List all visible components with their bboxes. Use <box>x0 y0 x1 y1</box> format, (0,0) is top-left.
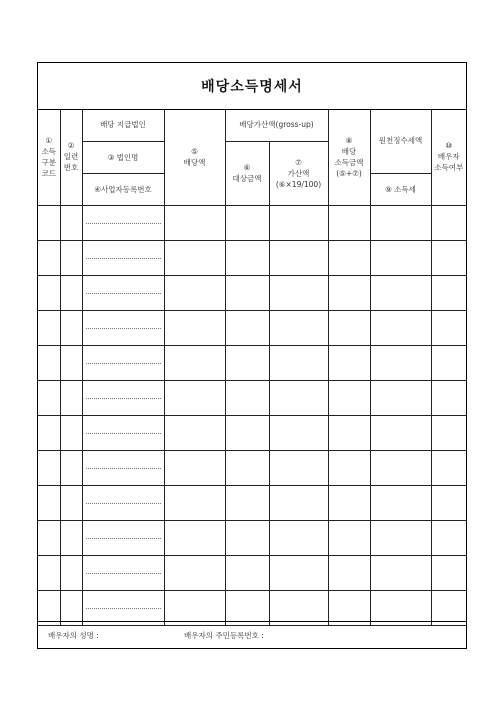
cell-code[interactable] <box>38 205 60 240</box>
cell-income[interactable] <box>328 450 370 485</box>
dotted-divider <box>86 363 161 364</box>
cell-serial[interactable] <box>60 205 82 240</box>
table-row <box>38 415 466 450</box>
cell-spouse[interactable] <box>431 310 466 345</box>
cell-grossup[interactable] <box>269 275 328 310</box>
cell-target[interactable] <box>225 380 269 415</box>
cell-code[interactable] <box>38 240 60 275</box>
header-payer-corporation: 배당 지급법인 <box>82 109 164 141</box>
cell-serial[interactable] <box>60 275 82 310</box>
dividend-income-statement-form <box>37 62 467 649</box>
table-row <box>38 345 466 380</box>
cell-tax[interactable] <box>370 415 431 450</box>
cell-grossup[interactable] <box>269 520 328 555</box>
cell-tax[interactable] <box>370 310 431 345</box>
dotted-divider <box>86 538 161 539</box>
cell-income[interactable] <box>328 380 370 415</box>
cell-code[interactable] <box>38 415 60 450</box>
cell-spouse[interactable] <box>431 485 466 520</box>
cell-serial[interactable] <box>60 380 82 415</box>
cell-tax[interactable] <box>370 345 431 380</box>
cell-serial[interactable] <box>60 345 82 380</box>
cell-tax[interactable] <box>370 450 431 485</box>
cell-payer[interactable] <box>82 275 164 310</box>
cell-dividend[interactable] <box>164 205 225 240</box>
cell-serial[interactable] <box>60 520 82 555</box>
cell-spouse[interactable] <box>431 380 466 415</box>
table-row <box>38 555 466 590</box>
cell-dividend[interactable] <box>164 555 225 590</box>
cell-grossup[interactable] <box>269 205 328 240</box>
dotted-divider <box>86 258 161 259</box>
table-row <box>38 590 466 625</box>
cell-code[interactable] <box>38 450 60 485</box>
cell-code[interactable] <box>38 590 60 625</box>
cell-tax[interactable] <box>370 555 431 590</box>
dotted-divider <box>86 223 161 224</box>
cell-income[interactable] <box>328 485 370 520</box>
table-row <box>38 310 466 345</box>
cell-grossup[interactable] <box>269 310 328 345</box>
cell-grossup[interactable] <box>269 555 328 590</box>
cell-spouse[interactable] <box>431 345 466 380</box>
cell-grossup[interactable] <box>269 450 328 485</box>
header-target-amount: ⑥ 대상금액 <box>225 141 269 205</box>
header-corporation-name: ③ 법인명 <box>82 141 164 173</box>
cell-serial[interactable] <box>60 555 82 590</box>
form-title: 배당소득명세서 <box>201 79 303 95</box>
cell-grossup[interactable] <box>269 415 328 450</box>
cell-dividend[interactable] <box>164 520 225 555</box>
dotted-divider <box>86 468 161 469</box>
cell-spouse[interactable] <box>431 555 466 590</box>
cell-code[interactable] <box>38 310 60 345</box>
cell-spouse[interactable] <box>431 240 466 275</box>
cell-spouse[interactable] <box>431 450 466 485</box>
cell-dividend[interactable] <box>164 415 225 450</box>
cell-code[interactable] <box>38 345 60 380</box>
cell-target[interactable] <box>225 240 269 275</box>
header-serial-number: ② 일련 번호 <box>60 109 82 205</box>
cell-payer[interactable] <box>82 380 164 415</box>
cell-tax[interactable] <box>370 275 431 310</box>
cell-payer[interactable] <box>82 555 164 590</box>
cell-payer[interactable] <box>82 590 164 625</box>
cell-income[interactable] <box>328 310 370 345</box>
cell-spouse[interactable] <box>431 520 466 555</box>
cell-dividend[interactable] <box>164 380 225 415</box>
cell-code[interactable] <box>38 520 60 555</box>
cell-code[interactable] <box>38 275 60 310</box>
dotted-divider <box>86 328 161 329</box>
title-bar <box>38 63 466 110</box>
cell-dividend[interactable] <box>164 485 225 520</box>
cell-dividend[interactable] <box>164 275 225 310</box>
cell-code[interactable] <box>38 555 60 590</box>
cell-serial[interactable] <box>60 450 82 485</box>
table-row <box>38 450 466 485</box>
header-income-type-code: ① 소득 구분 코드 <box>38 109 60 205</box>
cell-income[interactable] <box>328 520 370 555</box>
cell-target[interactable] <box>225 310 269 345</box>
cell-income[interactable] <box>328 345 370 380</box>
header-gross-up-amount: ⑦ 가산액 (⑥×19/100) <box>269 141 328 205</box>
cell-serial[interactable] <box>60 415 82 450</box>
header-gross-up: 배당가산액(gross-up) <box>225 109 328 141</box>
cell-payer[interactable] <box>82 345 164 380</box>
cell-serial[interactable] <box>60 590 82 625</box>
cell-income[interactable] <box>328 240 370 275</box>
cell-tax[interactable] <box>370 520 431 555</box>
dotted-divider <box>86 608 161 609</box>
cell-grossup[interactable] <box>269 485 328 520</box>
cell-spouse[interactable] <box>431 275 466 310</box>
cell-dividend[interactable] <box>164 590 225 625</box>
cell-payer[interactable] <box>82 205 164 240</box>
cell-tax[interactable] <box>370 240 431 275</box>
cell-income[interactable] <box>328 205 370 240</box>
header-business-registration-number: ④사업자등록번호 <box>82 173 164 205</box>
cell-target[interactable] <box>225 555 269 590</box>
cell-grossup[interactable] <box>269 380 328 415</box>
cell-serial[interactable] <box>60 485 82 520</box>
cell-target[interactable] <box>225 450 269 485</box>
spouse-id-label: 배우자의 주민등록번호 : <box>184 631 264 640</box>
table-row <box>38 240 466 275</box>
header-income-tax: ⑨ 소득세 <box>370 173 431 205</box>
cell-tax[interactable] <box>370 205 431 240</box>
table-row <box>38 520 466 555</box>
cell-spouse[interactable] <box>431 205 466 240</box>
cell-payer[interactable] <box>82 415 164 450</box>
cell-code[interactable] <box>38 380 60 415</box>
footer <box>38 621 466 649</box>
cell-target[interactable] <box>225 485 269 520</box>
cell-grossup[interactable] <box>269 345 328 380</box>
table-row <box>38 380 466 415</box>
cell-payer[interactable] <box>82 310 164 345</box>
cell-dividend[interactable] <box>164 310 225 345</box>
cell-serial[interactable] <box>60 310 82 345</box>
cell-spouse[interactable] <box>431 415 466 450</box>
dotted-divider <box>86 573 161 574</box>
header-withholding-tax: 원천징수세액 <box>370 109 431 173</box>
cell-income[interactable] <box>328 415 370 450</box>
table-row <box>38 275 466 310</box>
cell-target[interactable] <box>225 520 269 555</box>
cell-payer[interactable] <box>82 450 164 485</box>
cell-serial[interactable] <box>60 240 82 275</box>
cell-payer[interactable] <box>82 240 164 275</box>
cell-target[interactable] <box>225 415 269 450</box>
dotted-divider <box>86 503 161 504</box>
cell-income[interactable] <box>328 275 370 310</box>
dotted-divider <box>86 398 161 399</box>
cell-grossup[interactable] <box>269 590 328 625</box>
header-dividend-income: ⑧ 배당 소득금액 (⑤+⑦) <box>328 109 370 205</box>
statement-table <box>38 109 466 626</box>
dotted-divider <box>86 293 161 294</box>
spouse-name-label: 배우자의 성명 : <box>48 631 99 640</box>
cell-grossup[interactable] <box>269 240 328 275</box>
cell-target[interactable] <box>225 275 269 310</box>
cell-code[interactable] <box>38 485 60 520</box>
cell-target[interactable] <box>225 345 269 380</box>
cell-payer[interactable] <box>82 485 164 520</box>
cell-tax[interactable] <box>370 380 431 415</box>
cell-income[interactable] <box>328 555 370 590</box>
cell-target[interactable] <box>225 590 269 625</box>
cell-payer[interactable] <box>82 520 164 555</box>
cell-dividend[interactable] <box>164 345 225 380</box>
cell-tax[interactable] <box>370 485 431 520</box>
table-row <box>38 205 466 240</box>
table-row <box>38 485 466 520</box>
cell-income[interactable] <box>328 590 370 625</box>
dotted-divider <box>86 433 161 434</box>
cell-spouse[interactable] <box>431 590 466 625</box>
header-spouse-income: ⑩ 배우자 소득여부 <box>431 109 466 205</box>
cell-dividend[interactable] <box>164 240 225 275</box>
cell-dividend[interactable] <box>164 450 225 485</box>
cell-tax[interactable] <box>370 590 431 625</box>
header-dividend-amount: ⑤ 배당액 <box>164 109 225 205</box>
cell-target[interactable] <box>225 205 269 240</box>
